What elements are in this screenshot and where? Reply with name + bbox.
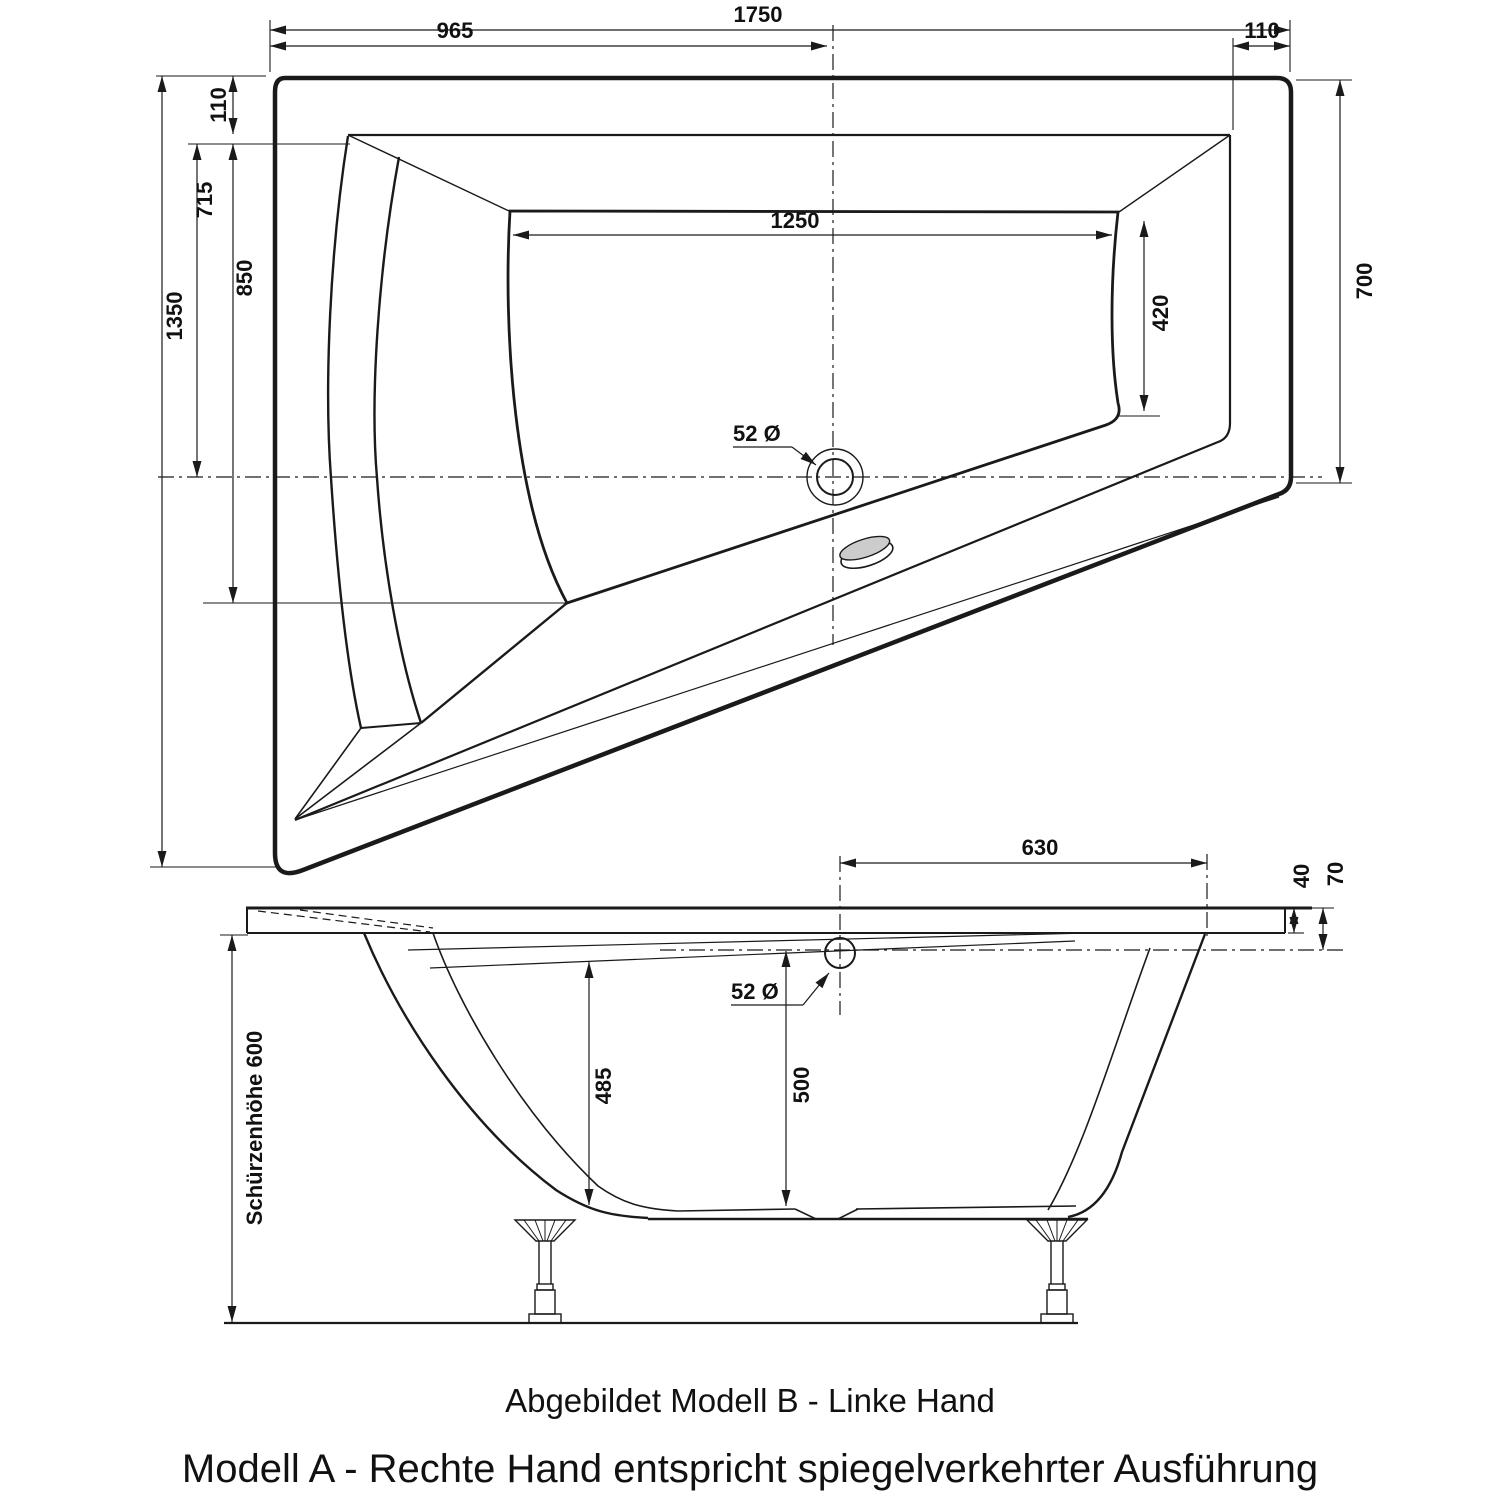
dim-label-630: 630 (1021, 835, 1059, 860)
hidden-corner-edge-1 (258, 911, 430, 932)
dim-420 (1144, 221, 1173, 411)
caption-model-mirrored: Modell A - Rechte Hand entspricht spiegelverkehrter Ausführung (181, 1447, 1319, 1491)
foot-collar (1049, 1284, 1065, 1290)
dim-label-1350: 1350 (162, 291, 187, 341)
captions (182, 1382, 1318, 1491)
floor-interior-left (678, 1209, 795, 1211)
seat-front-edge (421, 603, 567, 723)
dim-label-40: 40 (1289, 863, 1314, 889)
deck-mid-line (295, 497, 1279, 820)
backrest-bottom-connector (361, 723, 421, 728)
dim-715 (192, 144, 217, 477)
hidden-corner-edge-2 (300, 910, 433, 928)
drain-label: 52 Ø (733, 421, 781, 446)
basin-corner-transition-left (348, 135, 509, 211)
dim-1350 (162, 76, 187, 867)
dim-label-110-left: 110 (206, 87, 231, 123)
side-view (220, 835, 1348, 1323)
backrest-curve-inner (375, 157, 421, 723)
drain-plan (733, 421, 863, 505)
foot-base (529, 1314, 561, 1323)
right-wall-back-edge (1048, 948, 1150, 1210)
support-foot-right (1027, 1220, 1087, 1323)
dim-70 (1323, 862, 1348, 950)
corner-fan-line-2 (295, 723, 421, 819)
overflow-drain-side (731, 938, 855, 1005)
foot-leg (539, 1241, 551, 1284)
dim-apron-height (232, 935, 267, 1322)
foot-bracket-hatch (1036, 1220, 1078, 1241)
support-foot-left (515, 1220, 575, 1323)
dim-500 (786, 951, 814, 1206)
foot-base (1041, 1314, 1073, 1323)
foot-bracket-hatch (524, 1220, 566, 1241)
basin-outline (508, 211, 1119, 603)
dim-110-right (1233, 18, 1290, 46)
dim-label-110-right: 110 (1244, 18, 1280, 43)
dim-label-700: 700 (1352, 262, 1377, 300)
dim-label-715: 715 (192, 181, 217, 219)
dim-label-965: 965 (436, 18, 474, 43)
waterline (430, 941, 1075, 968)
foot-leg (1051, 1241, 1063, 1284)
dim-label-1750: 1750 (733, 2, 783, 27)
basin-corner-transition-right (1119, 135, 1230, 212)
dim-label-apron-height: Schürzenhöhe 600 (242, 1030, 267, 1226)
floor-drain-notch (795, 1209, 858, 1219)
foot-collar (537, 1284, 553, 1290)
dim-label-70: 70 (1323, 861, 1348, 887)
dim-label-850: 850 (232, 259, 257, 297)
dim-110-left (206, 76, 233, 134)
overflow-leader-arrow (803, 973, 829, 1005)
backrest-curve-outer (328, 136, 361, 728)
right-wall-front-edge (1068, 934, 1205, 1217)
rim-inner-edge-line (408, 933, 1088, 950)
dim-label-500: 500 (789, 1066, 814, 1104)
dim-700 (1340, 80, 1377, 483)
drain-leader-arrow (792, 447, 816, 465)
caption-model-shown: Abgebildet Modell B - Linke Hand (505, 1382, 995, 1419)
dim-label-1250: 1250 (770, 208, 820, 233)
dim-1750 (270, 2, 1290, 30)
overflow-label: 52 Ø (731, 979, 779, 1004)
dim-label-485: 485 (591, 1067, 616, 1105)
dim-485 (589, 962, 616, 1205)
back-wall-inner-curve (433, 933, 678, 1211)
dim-label-420: 420 (1148, 294, 1173, 332)
top-view (150, 2, 1377, 873)
dim-40 (1289, 864, 1314, 933)
foot-lower-leg (1047, 1290, 1067, 1314)
overflow-puck (836, 531, 896, 573)
dim-630 (840, 835, 1207, 863)
dim-850 (232, 144, 257, 603)
floor-interior-right (856, 1206, 1076, 1209)
foot-lower-leg (535, 1290, 555, 1314)
